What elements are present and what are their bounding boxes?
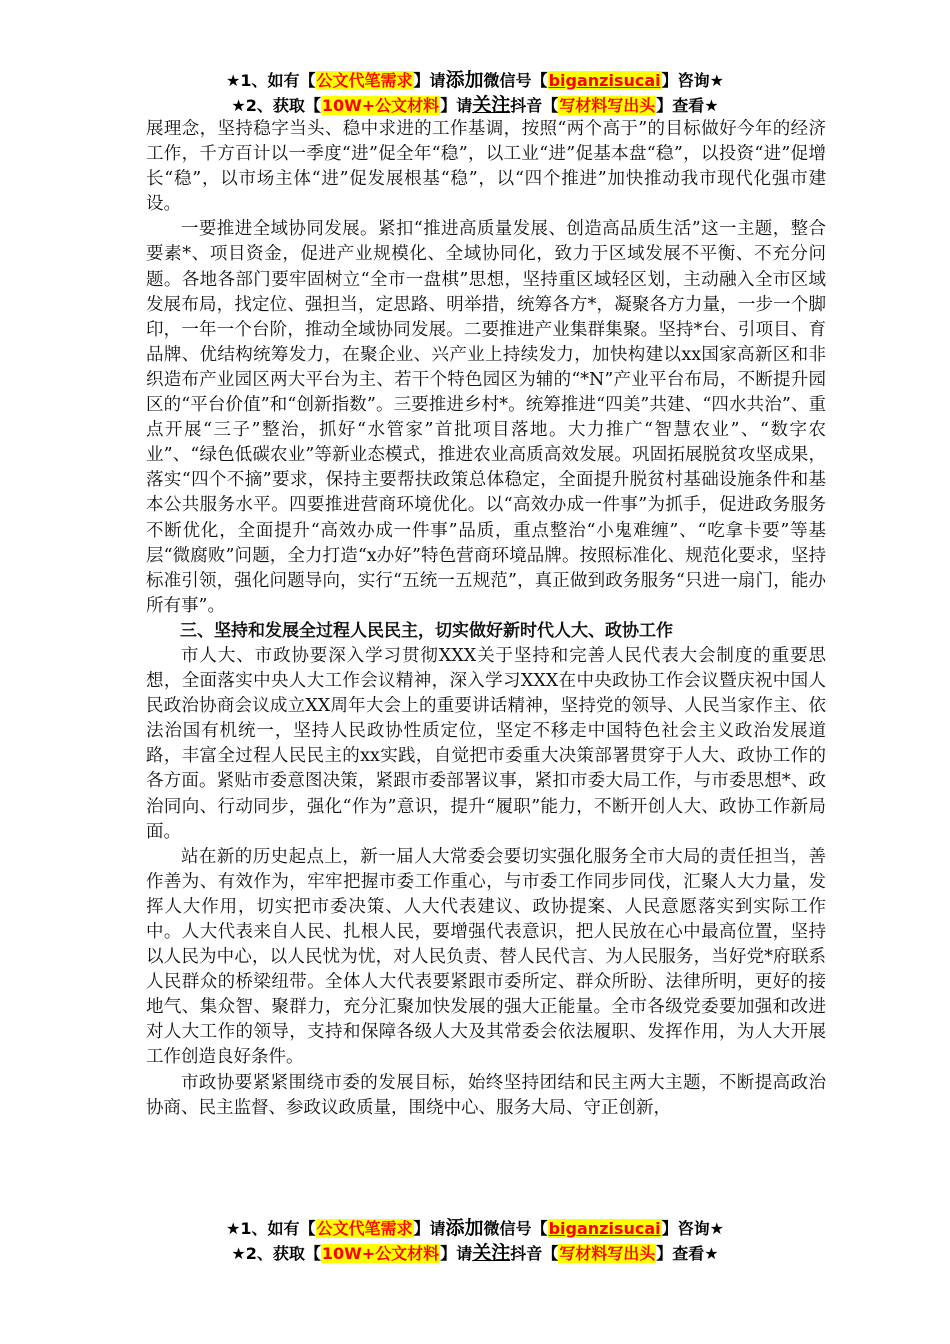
highlight-service: 公文代笔需求 [316,71,413,90]
banner-emphasis: 关注 [472,94,511,116]
banner-text: ★1、如有【 [226,1219,316,1238]
highlight-service: 公文代笔需求 [316,1219,413,1238]
banner-text: 】查看★ [656,1244,719,1263]
document-body [146,117,826,1121]
banner-text: 】查看★ [656,96,719,115]
banner-emphasis: 添加 [445,1217,484,1239]
banner-text: 】咨询★ [661,71,724,90]
banner-line-1 [0,1216,950,1241]
banner-text: 】请 [440,1244,473,1263]
banner-line-2 [0,1241,950,1266]
banner-text: 】咨询★ [661,1219,724,1238]
banner-text: ★2、获取【 [231,1244,321,1263]
top-ad-banner [0,68,950,118]
banner-text: 微信号【 [483,71,548,90]
banner-text: 抖音【 [510,96,559,115]
banner-emphasis: 关注 [472,1242,511,1264]
banner-line-2 [0,93,950,118]
paragraph: 站在新的历史起点上，新一届人大常委会要切实强化服务全市大局的责任担当，善作善为、有效作为，牢牢把握市委工作重心，与市委工作同步同伐，汇聚人大力量，发挥人大作用，切实把市委决策、人大代表建议、政协提案、人民意愿落实到实际工作中。人大代表来自人民、扎根人民，要增强代表意识，把人民放在心中最高位置，坚持以人民为中心，以人民忧为忧，对人民负责、替人民代言、为人民服务，当好党*府联系人民群众的桥梁纽带。全体人大代表要紧跟市委所定、群众所盼、法律所明，更好的接地气、集众智、聚群力，充分汇聚加快发展的强大正能量。全市各级党委要加强和改进对人大工作的领导，支持和保障各级人大及其常委会依法履职、发挥作用，为人大开展工作创造良好条件。 [146,846,826,1068]
section-heading: 三、坚持和发展全过程人民民主，切实做好新时代人大、政协工作 [180,620,673,641]
wechat-id-highlight: biganzisucai [548,71,661,90]
bottom-ad-banner [0,1216,950,1266]
banner-text: 】请 [413,1219,446,1238]
highlight-materials: 10W+公文材料 [321,1244,440,1263]
douyin-id-highlight: 写材料写出头 [559,96,656,115]
banner-line-1 [0,68,950,93]
douyin-id-highlight: 写材料写出头 [559,1244,656,1263]
banner-text: 抖音【 [510,1244,559,1263]
paragraph: 展理念，坚持稳字当头、稳中求进的工作基调，按照“两个高于”的目标做好今年的经济工作，千方百计以一季度“进”促全年“稳”，以工业“进”促基本盘“稳”，以投资“进”促增长“稳”，以市场主体“进”促发展根基“稳”，以“四个推进”加快推动我市现代化强市建设。 [146,119,826,215]
wechat-id-highlight: biganzisucai [548,1219,661,1238]
banner-emphasis: 添加 [445,69,484,91]
paragraph: 一要推进全域协同发展。紧扣“推进高质量发展、创造高品质生活”这一主题，整合要素*、项目资金，促进产业规模化、全域协同化，致力于区域发展不平衡、不充分问题。各地各部门要牢固树立“全市一盘棋”思想，坚持重区域轻区划，主动融入全市区域发展布局，找定位、强担当，定思路、明举措，统筹各方*，凝聚各方力量，一步一个脚印，一年一个台阶，推动全域协同发展。二要推进产业集群集聚。坚持*台、引项目、育品牌、优结构统筹发力，在聚企业、兴产业上持续发力，加快构建以xx国家高新区和非织造布产业园区两大平台为主、若干个特色园区为辅的“*N”产业平台布局，不断提升园区的“平台价值”和“创新指数”。三要推进乡村*。统筹推进“四美”共建、“四水共治”、重点开展“三子”整治，抓好“水管家”首批项目落地。大力推广“智慧农业”、“数字农业”、“绿色低碳农业”等新业态模式，推进农业高质高效发展。巩固拓展脱贫攻坚成果，落实“四个不摘”要求，保持主要帮扶政策总体稳定，全面提升脱贫村基础设施条件和基本公共服务水平。四要推进营商环境优化。以“高效办成一件事”为抓手，促进政务服务不断优化，全面提升“高效办成一件事”品质，重点整治“小鬼难缠”、“吃拿卡要”等基层“微腐败”问题，全力打造“x办好”特色营商环境品牌。按照标准化、规范化要求，坚持标准引领，强化问题导向，实行“五统一五规范”，真正做到政务服务“只进一扇门，能办所有事”。 [146,219,826,616]
banner-text: 微信号【 [483,1219,548,1238]
paragraph: 市政协要紧紧围绕市委的发展目标，始终坚持团结和民主两大主题，不断提高政治协商、民主监督、参政议政质量，围绕中心、服务大局、守正创新， [146,1072,826,1118]
banner-text: ★1、如有【 [226,71,316,90]
banner-text: ★2、获取【 [231,96,321,115]
highlight-materials: 10W+公文材料 [321,96,440,115]
banner-text: 】请 [413,71,446,90]
paragraph: 市人大、市政协要深入学习贯彻XXX关于坚持和完善人民代表大会制度的重要思想，全面落实中央人大工作会议精神，深入学习XXX在中央政协工作会议暨庆祝中国人民政治协商会议成立XX周年大会上的重要讲话精神，坚持党的领导、人民当家作主、依法治国有机统一，坚持人民政协性质定位，坚定不移走中国特色社会主义政治发展道路，丰富全过程人民民主的xx实践，自觉把市委重大决策部署贯穿于人大、政协工作的各方面。紧贴市委意图决策，紧跟市委部署议事，紧扣市委大局工作，与市委思想*、政治同向、行动同步，强化“作为”意识，提升“履职”能力，不断开创人大、政协工作新局面。 [146,645,826,842]
banner-text: 】请 [440,96,473,115]
